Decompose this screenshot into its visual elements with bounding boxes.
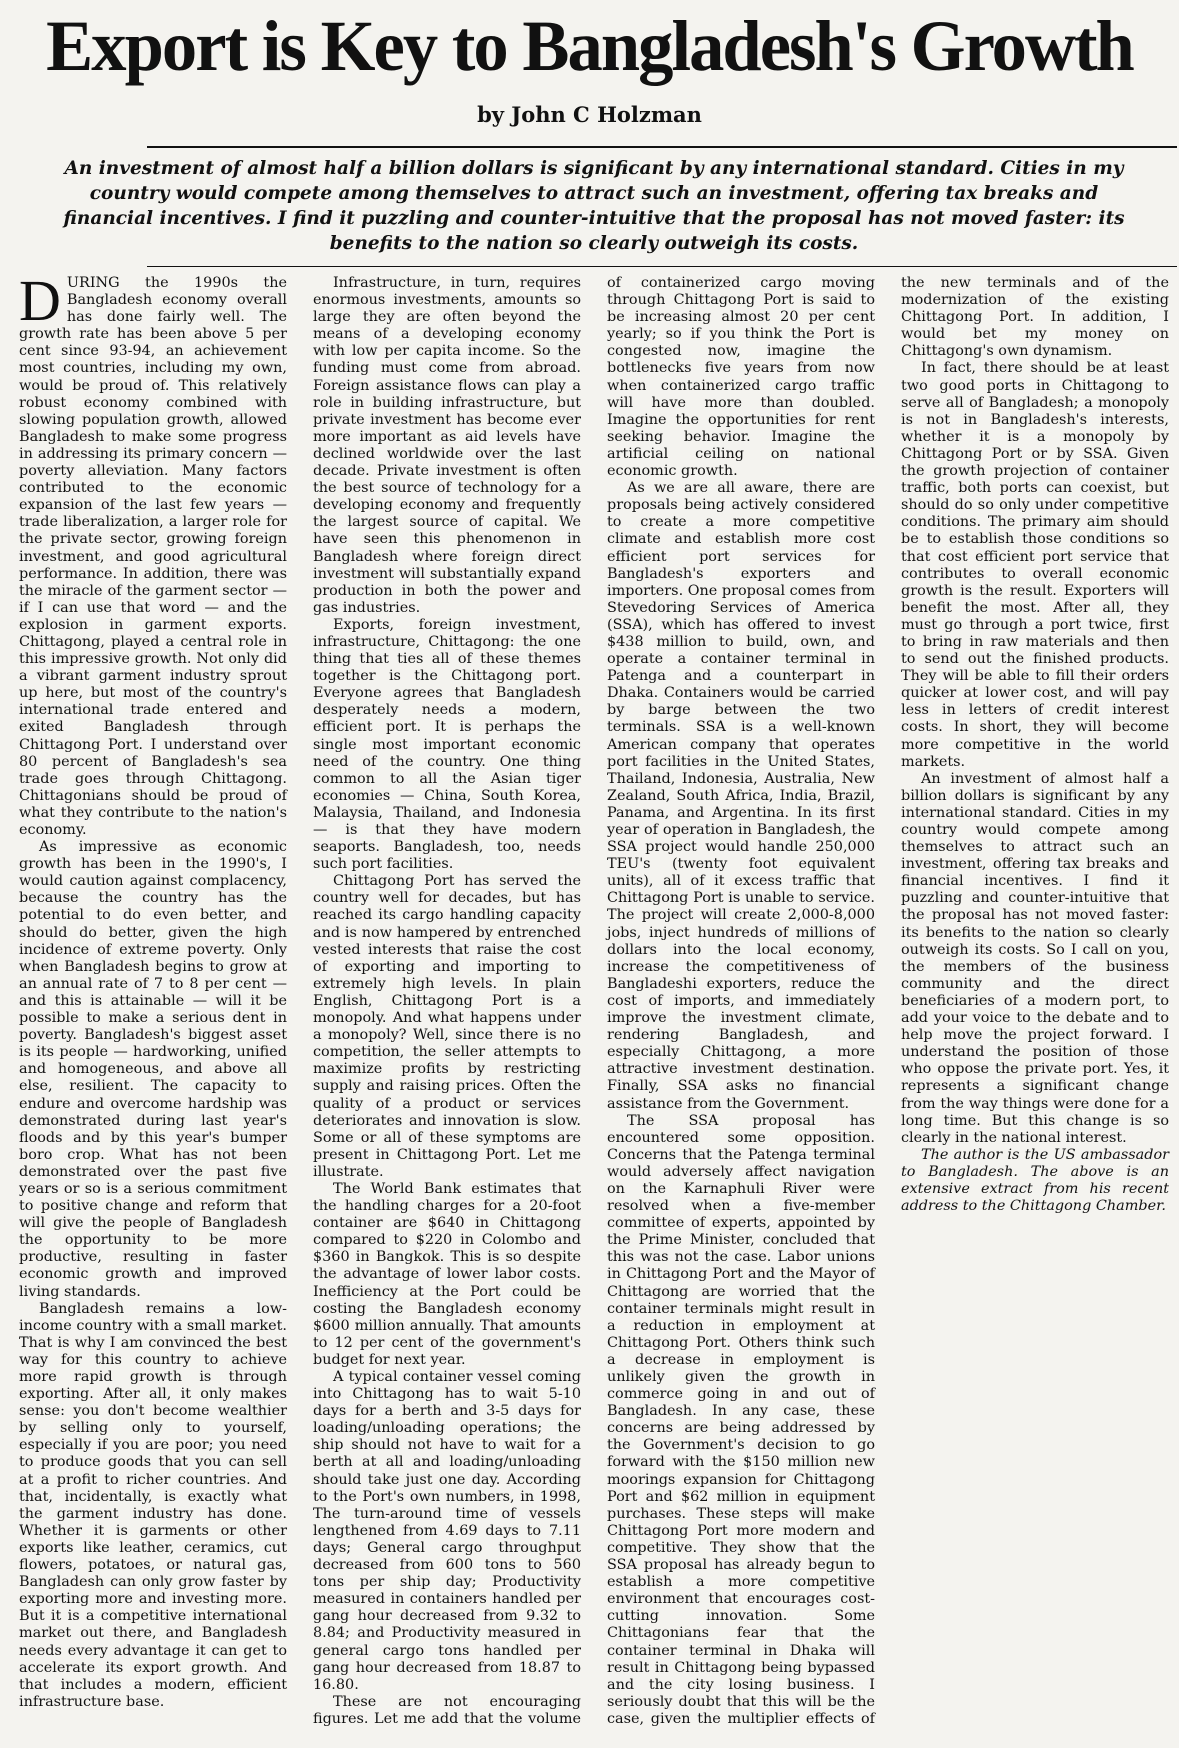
paragraph-9: These are not encouraging figures. Let me add that the volume of containerized cargo moving through Chittagong Port is said to be increasing almost 20 per cent yearly; so if you think the Port is congested now, imagine the bottlenecks five years from now when containerized cargo traffic will have more than doubled. Imagine the opportunities for rent seeking behavior. Imagine the artificial ceiling on national economic growth. [313, 275, 875, 1727]
paragraph-13: An investment of almost half a billion dollars is significant by any international standard. Cities in my country would compete among themselves to attract such an investment, offering tax breaks and financial incentives. I find it puzzling and counter-intuitive that the proposal has not moved faster: its benefits to the nation so clearly outweigh its costs. So I call on you, the members of the business community and the direct beneficiaries of a modern port, to add your voice to the debate and to help move the project forward. I understand the position of those who oppose the private port. Yes, it represents a significant change from the way things were done for a long time. But this change is so clearly in the national interest. [901, 770, 1169, 1146]
article-body [19, 268, 1169, 1740]
paragraph-1 [19, 268, 287, 839]
paragraph-11: The SSA proposal has encountered some opposition. Concerns that the Patenga terminal would adversely affect navigation on the Karnaphuli River were resolved when a five-member committee of experts, appointed by the Prime Minister, concluded that this was not the case. Labor unions in Chittagong Port and the Mayor of Chittagong are worried that the container terminals might result in a reduction in employment at Chittagong Port. Others think such a decrease in employment is unlikely given the growth in commerce going in and out of Bangladesh. In any case, these concerns are being addressed by the Government's decision to go forward with the $150 million new moorings expansion for Chittagong Port and $62 million in equipment purchases. These steps will make Chittagong Port more modern and competitive. They show that the SSA proposal has already begun to establish a more competitive environment that encourages cost-cutting innovation. Some Chittagonians fear that the container terminal in Dhaka will result in Chittagong being bypassed and the city losing business. I seriously doubt that this will be the case, given the multiplier effects of the new terminals and of the modernization of the existing Chittagong Port. In addition, I would bet my money on Chittagong's own dynamism. [607, 275, 1169, 1727]
headline: Export is Key to Bangladesh's Growth [46, 6, 1133, 86]
paragraph-5: Exports, foreign investment, infrastructure, Chittagong: the one thing that ties all of these themes together is the Chittagong port. Everyone agrees that Bangladesh desperately needs a modern, efficient port. It is perhaps the single most important economic need of the country. One thing common to all the Asian tiger economies — China, South Korea, Malaysia, Thailand, and Indonesia — is that they have modern seaports. Bangladesh, too, needs such port facilities. [313, 616, 581, 873]
deck-top-rule [147, 146, 1177, 148]
author-note: The author is the US ambassador to Bangladesh. The above is an extensive extract from his recent address to the Chittagong Chamber. [901, 1146, 1169, 1215]
deck-pull-quote: An investment of almost half a billion dollars is significant by any international standard. Cities in my country would compete among themselves to attract such an investment, offering tax breaks and financial incentives. I find it puzzling and counter-intuitive that the proposal has not moved faster: its benefits to the nation so clearly outweigh its costs. [63, 158, 1125, 254]
paragraph-text: URING the 1990s the Bangladesh economy overall has done fairly well. The growth rate has been above 5 per cent since 93-94, an achievement most countries, including my own, would be proud of. This relatively robust economy combined with slowing population growth, allowed Bangladesh to make some progress in addressing its primary concern — poverty alleviation. Many factors contributed to the economic expansion of the last few years — trade liberalization, a larger role for the private sector, growing foreign investment, and good agricultural performance. In addition, there was the miracle of the garment sector — if I can use that word — and the explosion in garment exports. Chittagong, played a central role in this impressive growth. Not only did a vibrant garment industry sprout up here, but most of the country's international trade entered and exited Bangladesh through Chittagong Port. I understand over 80 percent of Bangladesh's sea trade goes through Chittagong. Chittagonians should be proud of what they contribute to the nation's economy. [19, 275, 287, 838]
drop-cap: D [19, 268, 61, 333]
paragraph-12: In fact, there should be at least two good ports in Chittagong to serve all of Bangladesh; a monopoly is not in Bangladesh's interests, whether it is a monopoly by Chittagong Port or by SSA. Given the growth projection of container traffic, both ports can coexist, but should do so only under competitive conditions. The primary aim should be to establish those conditions so that cost efficient port service that contributes to overall economic growth is the result. Exporters will benefit the most. After all, they must go through a port twice, first to bring in raw materials and then to send out the finished products. They will be able to fill their orders quicker at lower cost, and will pay less in letters of credit interest costs. In short, they will become more competitive in the world markets. [901, 360, 1169, 770]
paragraph-2: As impressive as economic growth has been in the 1990's, I would caution against complacency, because the country has the potential to do even better, and should do better, given the high incidence of extreme poverty. Only when Bangladesh begins to grow at an annual rate of 7 to 8 per cent — and this is attainable — will it be possible to make a serious dent in poverty. Bangladesh's biggest asset is its people — hardworking, unified and homogeneous, and above all else, resilient. The capacity to endure and overcome hardship was demonstrated during last year's floods and by this year's bumper boro crop. What has not been demonstrated over the past five years or so is a serious commitment to positive change and reform that will give the people of Bangladesh the opportunity to be more productive, resulting in faster economic growth and improved living standards. [19, 839, 287, 1300]
paragraph-7: The World Bank estimates that the handling charges for a 20-foot container are $640 in Chittagong compared to $220 in Colombo and $360 in Bangkok. This is so despite the advantage of lower labor costs. Inefficiency at the Port could be costing the Bangladesh economy $600 million annually. That amounts to 12 per cent of the government's budget for next year. [313, 1180, 581, 1368]
deck-bottom-rule [147, 266, 1177, 267]
paragraph-10: As we are all aware, there are proposals being actively considered to create a more competitive climate and establish more cost efficient port services for Bangladesh's exporters and importers. One proposal comes from Stevedoring Services of America (SSA), which has offered to invest $438 million to build, own, and operate a container terminal in Patenga and a counterpart in Dhaka. Containers would be carried by barge between the two terminals. SSA is a well-known American company that operates port facilities in the United States, Thailand, Indonesia, Australia, New Zealand, South Africa, India, Brazil, Panama, and Argentina. In its first year of operation in Bangladesh, the SSA project would handle 250,000 TEU's (twenty foot equivalent units), all of it excess traffic that Chittagong Port is unable to service. The project will create 2,000-8,000 jobs, inject hundreds of millions of dollars into the local economy, increase the competitiveness of Bangladeshi exporters, reduce the cost of imports, and immediately improve the investment climate, rendering Bangladesh, and especially Chittagong, a more attractive investment destination. Finally, SSA asks no financial assistance from the Government. [607, 480, 876, 1112]
paragraph-3: Bangladesh remains a low-income country with a small market. That is why I am convinced the best way for this country to achieve more rapid growth is through exporting. After all, it only makes sense: you don't become wealthier by selling only to yourself, especially if you are poor; you need to produce goods that you can sell at a profit to richer countries. And that, incidentally, is exactly what the garment industry has done. Whether it is garments or other exports like leather, ceramics, cut flowers, potatoes, or natural gas, Bangladesh can only grow faster by exporting more and investing more. But it is a competitive international market out there, and Bangladesh needs every advantage it can get to accelerate its export growth. And that includes a modern, efficient infrastructure base. [19, 1300, 287, 1710]
paragraph-6: Chittagong Port has served the country well for decades, but has reached its cargo handling capacity and is now hampered by entrenched vested interests that raise the cost of exporting and importing to extremely high levels. In plain English, Chittagong Port is a monopoly. And what happens under a monopoly? Well, since there is no competition, the seller attempts to maximize profits by restricting supply and raising prices. Often the quality of a product or services deteriorates and innovation is slow. Some or all of these symptoms are present in Chittagong Port. Let me illustrate. [313, 873, 581, 1180]
paragraph-4: Infrastructure, in turn, requires enormous investments, amounts so large they are often beyond the means of a developing economy with low per capita income. So the funding must come from abroad. Foreign assistance flows can play a role in building infrastructure, but private investment has become ever more important as aid levels have declined worldwide over the last decade. Private investment is often the best source of technology for a developing economy and frequently the largest source of capital. We have seen this phenomenon in Bangladesh where foreign direct investment will substantially expand production in both the power and gas industries. [313, 275, 581, 616]
paragraph-8: A typical container vessel coming into Chittagong has to wait 5-10 days for a berth and 3-5 days for loading/unloading operations; the ship should not have to wait for a berth at all and loading/unloading should take just one day. According to the Port's own numbers, in 1998, The turn-around time of vessels lengthened from 4.69 days to 7.11 days; General cargo throughput decreased from 600 tons to 560 tons per ship day; Productivity measured in containers handled per gang hour decreased from 9.32 to 8.84; and Productivity measured in general cargo tons handled per gang hour decreased from 18.87 to 16.80. [313, 1369, 581, 1693]
byline: by John C Holzman [477, 102, 702, 127]
